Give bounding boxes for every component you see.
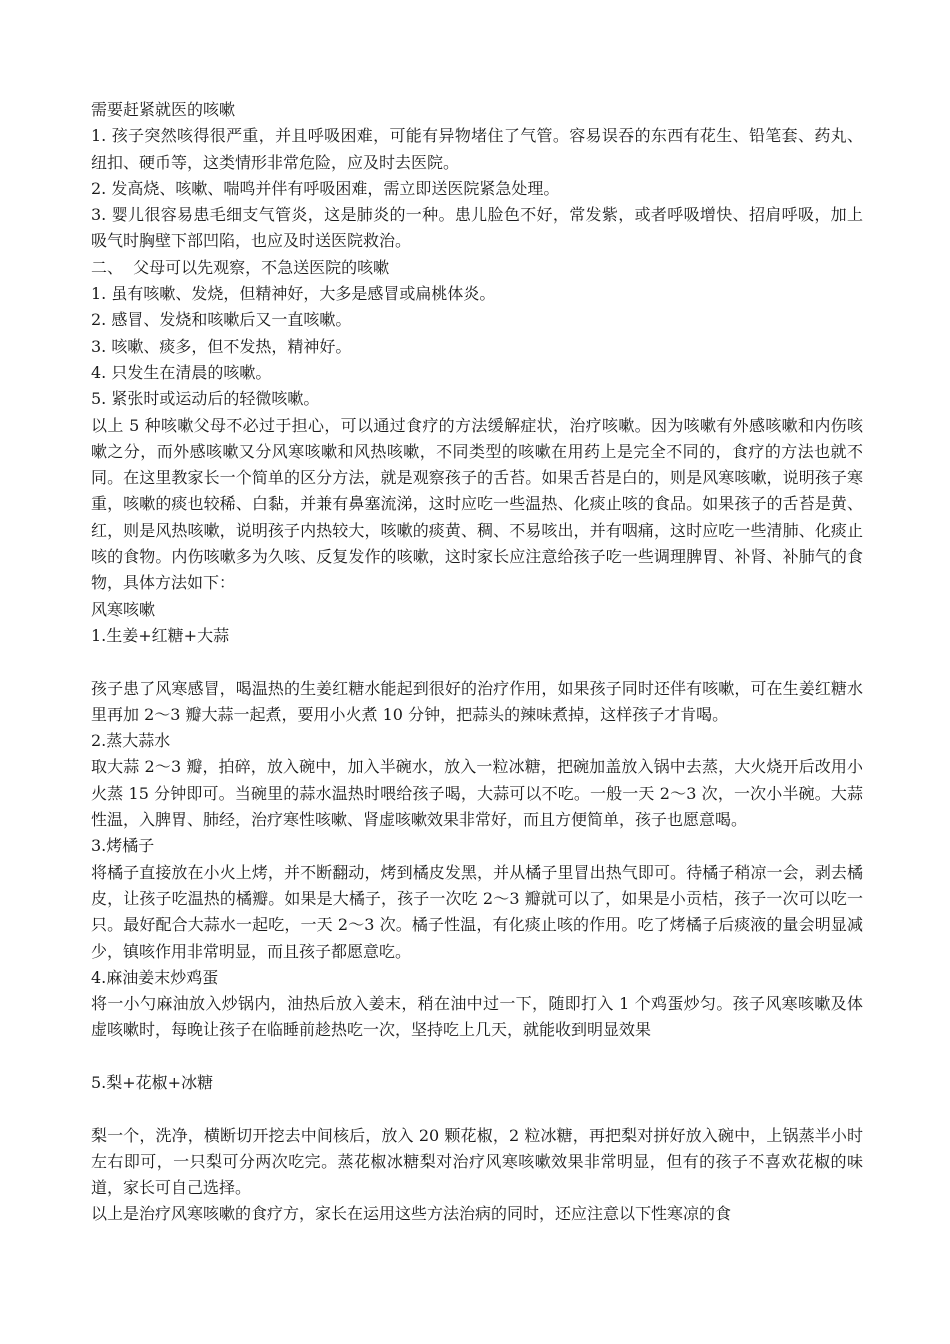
list-item-urgent-3: 3. 婴儿很容易患毛细支气管炎，这是肺炎的一种。患儿脸色不好，常发紫，或者呼吸增快、招肩呼吸，加上吸气时胸壁下部凹陷，也应及时送医院救治。 — [91, 205, 863, 251]
list-item-observe-4: 4. 只发生在清晨的咳嗽。 — [91, 362, 272, 382]
list-item-observe-2: 2. 感冒、发烧和咳嗽后又一直咳嗽。 — [91, 310, 352, 330]
heading-section-2: 二、 父母可以先观察，不急送医院的咳嗽 — [91, 257, 390, 277]
list-item-observe-1: 1. 虽有咳嗽、发烧，但精神好，大多是感冒或扁桃体炎。 — [91, 284, 496, 304]
recipe-title-2: 2.蒸大蒜水 — [91, 731, 171, 751]
recipe-body-5: 梨一个，洗净，横断切开挖去中间核后，放入 20 颗花椒，2 粒冰糖，再把梨对拼好放入碗中，上锅蒸半小时左右即可，一只梨可分两次吃完。蒸花椒冰糖梨对治疗风寒咳嗽效果非常明显，但有的孩子不喜欢花椒的味道，家长可自己选择。 — [91, 1125, 863, 1198]
blank-line — [91, 649, 863, 675]
recipe-body-2: 取大蒜 2～3 瓣，拍碎，放入碗中，加入半碗水，放入一粒冰糖，把碗加盖放入锅中去蒸，大火烧开后改用小火蒸 15 分钟即可。当碗里的蒜水温热时喂给孩子喝，大蒜可以不吃。一般一天 2～3 次，一次小半碗。大蒜性温，入脾胃、肺经，治疗寒性咳嗽、肾虚咳嗽效果非常好，而且方便简单，孩子也愿意喝。 — [91, 757, 863, 830]
recipe-title-3: 3.烤橘子 — [91, 836, 155, 856]
recipe-body-1: 孩子患了风寒感冒，喝温热的生姜红糖水能起到很好的治疗作用，如果孩子同时还伴有咳嗽，可在生姜红糖水里再加 2～3 瓣大蒜一起煮，要用小火煮 10 分钟，把蒜头的辣味煮掉，这样孩子才肯喝。 — [91, 678, 863, 724]
recipe-body-4: 将一小勺麻油放入炒锅内，油热后放入姜末，稍在油中过一下，随即打入 1 个鸡蛋炒匀。孩子风寒咳嗽及体虚咳嗽时，每晚让孩子在临睡前趁热吃一次，坚持吃上几天，就能收到明显效果 — [91, 994, 863, 1040]
heading-urgent-cough: 需要赶紧就医的咳嗽 — [91, 100, 236, 119]
heading-wind-cold-cough: 风寒咳嗽 — [91, 599, 156, 619]
list-item-observe-3: 3. 咳嗽、痰多，但不发热，精神好。 — [91, 336, 352, 356]
list-item-urgent-2: 2. 发高烧、咳嗽、喘鸣并伴有呼吸困难，需立即送医院紧急处理。 — [91, 178, 560, 198]
recipe-body-3: 将橘子直接放在小火上烤，并不断翻动，烤到橘皮发黑，并从橘子里冒出热气即可。待橘子稍凉一会，剥去橘皮，让孩子吃温热的橘瓣。如果是大橘子，孩子一次吃 2～3 瓣就可以了，如果是小贡桔，孩子一次可以吃一只。最好配合大蒜水一起吃，一天 2～3 次。橘子性温，有化痰止咳的作用。吃了烤橘子后痰液的量会明显减少，镇咳作用非常明显，而且孩子都愿意吃。 — [91, 862, 863, 961]
recipe-title-5: 5.梨+花椒+冰糖 — [91, 1072, 214, 1092]
list-item-urgent-1: 1. 孩子突然咳得很严重，并且呼吸困难，可能有异物堵住了气管。容易误吞的东西有花生、铅笔套、药丸、纽扣、硬币等，这类情形非常危险，应及时去医院。 — [91, 126, 863, 172]
blank-line — [91, 1096, 863, 1122]
body-paragraph-closing: 以上是治疗风寒咳嗽的食疗方，家长在运用这些方法治病的同时，还应注意以下性寒凉的食 — [91, 1204, 732, 1224]
blank-line — [91, 1044, 863, 1070]
recipe-title-4: 4.麻油姜末炒鸡蛋 — [91, 967, 219, 987]
recipe-title-1: 1.生姜+红糖+大蒜 — [91, 625, 230, 645]
list-item-observe-5: 5. 紧张时或运动后的轻微咳嗽。 — [91, 389, 320, 409]
body-paragraph-intro: 以上 5 种咳嗽父母不必过于担心，可以通过食疗的方法缓解症状，治疗咳嗽。因为咳嗽有外感咳嗽和内伤咳嗽之分，而外感咳嗽又分风寒咳嗽和风热咳嗽，不同类型的咳嗽在用药上是完全不同的，食疗的方法也就不同。在这里教家长一个简单的区分方法，就是观察孩子的舌苔。如果舌苔是白的，则是风寒咳嗽，说明孩子寒重，咳嗽的痰也较稀、白黏，并兼有鼻塞流涕，这时应吃一些温热、化痰止咳的食品。如果孩子的舌苔是黄、红，则是风热咳嗽，说明孩子内热较大，咳嗽的痰黄、稠、不易咳出，并有咽痛，这时应吃一些清肺、化痰止咳的食物。内伤咳嗽多为久咳、反复发作的咳嗽，这时家长应注意给孩子吃一些调理脾胃、补肾、补肺气的食物，具体方法如下： — [91, 415, 863, 593]
document-body — [91, 97, 863, 1228]
